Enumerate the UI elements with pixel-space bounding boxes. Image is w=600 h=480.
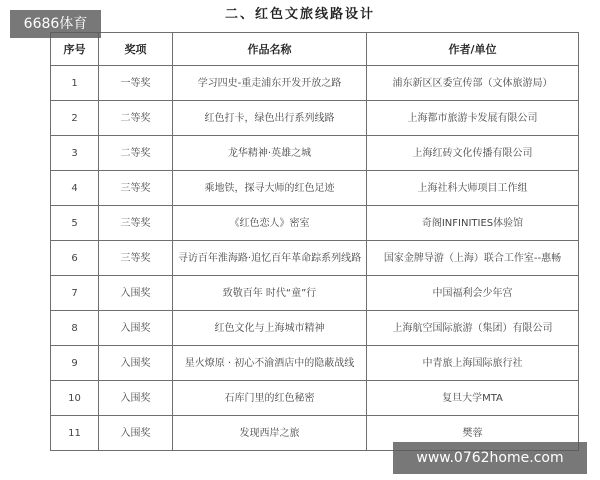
cell-no: 6: [51, 241, 99, 276]
cell-award: 一等奖: [99, 66, 173, 101]
table-row: [51, 241, 579, 276]
cell-award: 二等奖: [99, 136, 173, 171]
cell-work: 《红色恋人》密室: [173, 206, 367, 241]
cell-author: 上海都市旅游卡发展有限公司: [367, 101, 579, 136]
cell-author: 国家金牌导游（上海）联合工作室--惠畅: [367, 241, 579, 276]
cell-author: 樊蓉: [367, 416, 579, 451]
cell-work: 红色文化与上海城市精神: [173, 311, 367, 346]
table-row: [51, 276, 579, 311]
watermark-top: 6686体育: [10, 10, 101, 38]
cell-no: 11: [51, 416, 99, 451]
cell-author: 上海红砖文化传播有限公司: [367, 136, 579, 171]
table-row: [51, 66, 579, 101]
cell-work: 致敬百年 时代“童”行: [173, 276, 367, 311]
cell-work: 龙华精神·英雄之城: [173, 136, 367, 171]
cell-work: 学习四史-重走浦东开发开放之路: [173, 66, 367, 101]
cell-award: 入围奖: [99, 311, 173, 346]
cell-author: 中青旅上海国际旅行社: [367, 346, 579, 381]
cell-author: 复旦大学MTA: [367, 381, 579, 416]
cell-work: 红色打卡，绿色出行系列线路: [173, 101, 367, 136]
award-table: [50, 32, 579, 451]
cell-award: 三等奖: [99, 241, 173, 276]
cell-award: 二等奖: [99, 101, 173, 136]
cell-no: 2: [51, 101, 99, 136]
cell-award: 三等奖: [99, 171, 173, 206]
cell-author: 上海航空国际旅游（集团）有限公司: [367, 311, 579, 346]
table-header-row: [51, 33, 579, 66]
table-row: [51, 381, 579, 416]
cell-award: 入围奖: [99, 416, 173, 451]
table-row: [51, 101, 579, 136]
cell-work: 寻访百年淮海路·追忆百年革命踪系列线路: [173, 241, 367, 276]
cell-no: 3: [51, 136, 99, 171]
cell-no: 10: [51, 381, 99, 416]
watermark-bottom: www.0762home.com: [393, 442, 587, 474]
table-row: [51, 346, 579, 381]
cell-author: 浦东新区区委宣传部（文体旅游局）: [367, 66, 579, 101]
cell-author: 中国福利会少年宫: [367, 276, 579, 311]
cell-no: 1: [51, 66, 99, 101]
cell-author: 上海社科大师项目工作组: [367, 171, 579, 206]
table-row: [51, 136, 579, 171]
cell-no: 9: [51, 346, 99, 381]
cell-award: 三等奖: [99, 206, 173, 241]
cell-no: 8: [51, 311, 99, 346]
cell-no: 5: [51, 206, 99, 241]
cell-award: 入围奖: [99, 381, 173, 416]
table-row: [51, 311, 579, 346]
cell-work: 星火燎原 · 初心不渝酒店中的隐蔽战线: [173, 346, 367, 381]
cell-work: 发现西岸之旅: [173, 416, 367, 451]
header-no: 序号: [51, 33, 99, 66]
cell-author: 奇阁INFINITIES体验馆: [367, 206, 579, 241]
cell-no: 7: [51, 276, 99, 311]
header-award: 奖项: [99, 33, 173, 66]
section-title: 二、红色文旅线路设计: [224, 7, 375, 22]
cell-no: 4: [51, 171, 99, 206]
cell-work: 乘地铁，探寻大师的红色足迹: [173, 171, 367, 206]
cell-award: 入围奖: [99, 346, 173, 381]
cell-work: 石库门里的红色秘密: [173, 381, 367, 416]
header-author: 作者/单位: [367, 33, 579, 66]
table-row: [51, 171, 579, 206]
table-row: [51, 206, 579, 241]
cell-award: 入围奖: [99, 276, 173, 311]
header-work: 作品名称: [173, 33, 367, 66]
